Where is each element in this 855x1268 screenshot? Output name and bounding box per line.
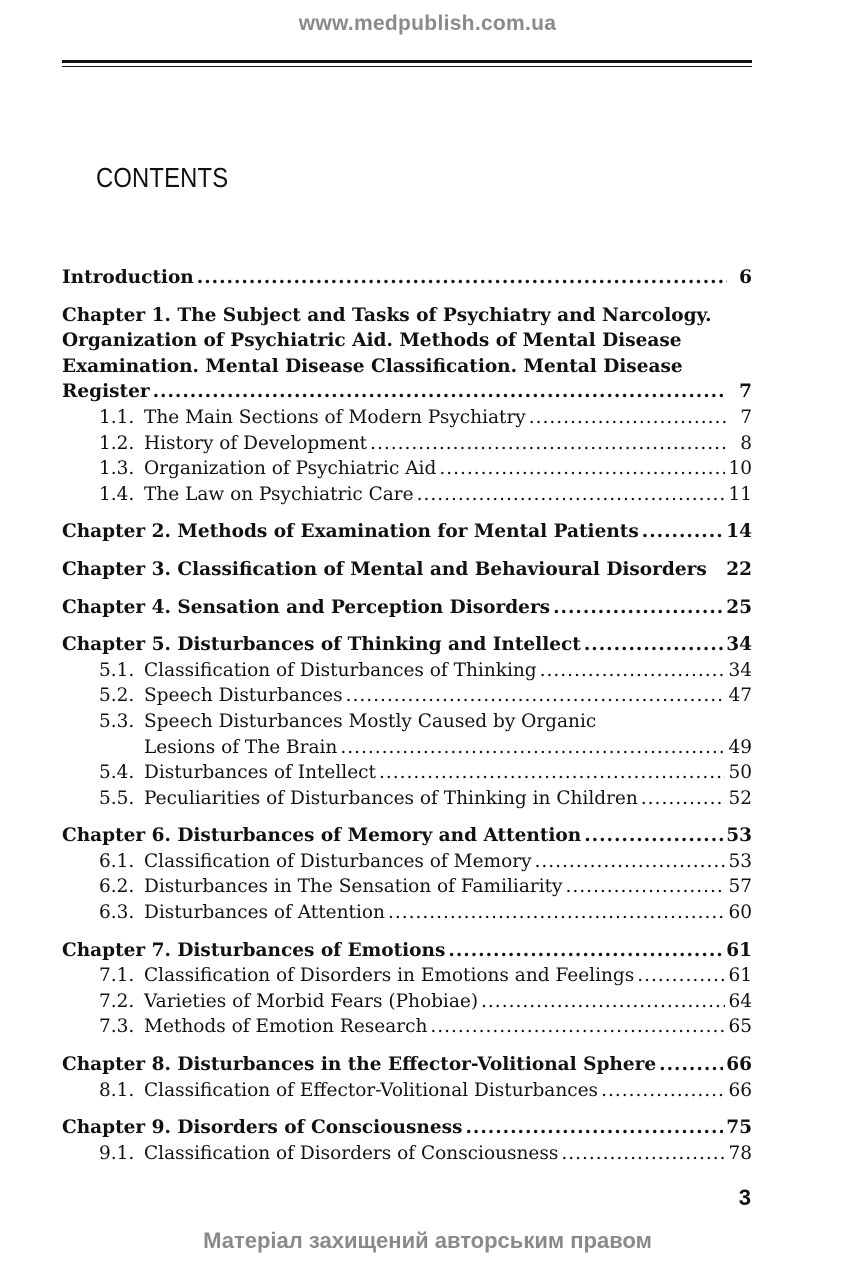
toc-page: 7 bbox=[739, 381, 752, 403]
toc-label: Introduction bbox=[62, 267, 194, 288]
section-number: 8.1. bbox=[99, 1079, 135, 1101]
toc-section bbox=[62, 786, 752, 812]
toc-section bbox=[62, 900, 752, 926]
section-number: 6.1. bbox=[99, 850, 135, 872]
toc-section bbox=[62, 874, 752, 900]
section-number: 6.2. bbox=[99, 876, 135, 898]
toc-entry-chapter-2 bbox=[62, 519, 752, 545]
toc-page: 25 bbox=[726, 596, 752, 618]
toc-section bbox=[62, 989, 752, 1015]
section-label: Classification of Disturbances of Thinking bbox=[144, 659, 537, 681]
section-label: The Law on Psychiatric Care bbox=[144, 483, 414, 505]
leader-dots bbox=[370, 431, 727, 457]
toc-page: 8 bbox=[740, 432, 752, 454]
toc-page: 10 bbox=[728, 458, 752, 480]
toc-entry-chapter-4 bbox=[62, 595, 752, 621]
toc-page: 53 bbox=[726, 825, 752, 847]
toc-page: 14 bbox=[726, 521, 752, 543]
toc-label: Chapter 9. Disorders of Consciousness bbox=[62, 1117, 463, 1139]
toc-page: 75 bbox=[726, 1117, 752, 1139]
section-label: Classification of Effector-Volitional Disturbances bbox=[144, 1079, 599, 1101]
leader-dots bbox=[529, 405, 727, 431]
toc-section bbox=[62, 1078, 752, 1104]
toc-section-continuation bbox=[62, 735, 752, 761]
leader-dots bbox=[584, 823, 723, 849]
toc-page: 34 bbox=[728, 659, 752, 681]
toc-label: Chapter 6. Disturbances of Memory and Attention bbox=[62, 825, 582, 847]
leader-dots bbox=[540, 658, 726, 684]
table-of-contents bbox=[62, 265, 752, 1166]
toc-section bbox=[62, 760, 752, 786]
section-number: 1.2. bbox=[99, 432, 135, 454]
leader-dots bbox=[340, 735, 725, 761]
toc-label: Chapter 5. Disturbances of Thinking and Intellect bbox=[62, 634, 581, 656]
toc-entry-chapter-8 bbox=[62, 1052, 752, 1103]
toc-section bbox=[62, 482, 752, 508]
leader-dots bbox=[659, 1052, 723, 1078]
toc-page: 61 bbox=[726, 939, 752, 961]
toc-label: Chapter 8. Disturbances in the Effector-Volitional Sphere bbox=[62, 1054, 657, 1076]
toc-section bbox=[62, 456, 752, 482]
toc-label: Chapter 7. Disturbances of Emotions bbox=[62, 939, 446, 961]
section-label: Disturbances of Attention bbox=[144, 902, 385, 924]
toc-section bbox=[62, 431, 752, 457]
leader-dots bbox=[601, 1078, 725, 1104]
section-label: Peculiarities of Disturbances of Thinking in Children bbox=[144, 787, 638, 809]
page-number: 3 bbox=[738, 1185, 751, 1210]
section-label: History of Development bbox=[144, 432, 368, 454]
section-number: 1.1. bbox=[99, 406, 135, 428]
header-rule-thin bbox=[62, 66, 752, 67]
section-label: Classification of Disorders in Emotions and Feelings bbox=[144, 965, 635, 987]
leader-dots bbox=[388, 900, 726, 926]
leader-dots bbox=[561, 1141, 725, 1167]
leader-dots bbox=[346, 683, 726, 709]
leader-dots bbox=[465, 1115, 723, 1141]
section-label: Organization of Psychiatric Aid bbox=[144, 458, 437, 480]
toc-section bbox=[62, 709, 752, 735]
toc-page: 78 bbox=[728, 1142, 752, 1164]
leader-dots bbox=[417, 482, 726, 508]
section-label: Disturbances of Intellect bbox=[144, 762, 376, 784]
section-label: Lesions of The Brain bbox=[144, 736, 338, 758]
leader-dots bbox=[553, 595, 723, 621]
leader-dots bbox=[448, 938, 723, 964]
toc-page: 66 bbox=[726, 1054, 752, 1076]
leader-dots bbox=[566, 874, 726, 900]
toc-page: 53 bbox=[728, 850, 752, 872]
section-label: The Main Sections of Modern Psychiatry bbox=[144, 406, 526, 428]
toc-entry-introduction bbox=[62, 265, 752, 291]
toc-label: Register bbox=[62, 381, 150, 403]
section-number: 5.4. bbox=[99, 762, 135, 784]
page-title: CONTENTS bbox=[96, 162, 229, 193]
toc-section bbox=[62, 1014, 752, 1040]
copyright-notice: Матеріал захищений авторським правом bbox=[203, 1228, 652, 1253]
toc-entry-chapter-6 bbox=[62, 823, 752, 925]
section-label: Disturbances in The Sensation of Familiarity bbox=[144, 876, 563, 898]
leader-dots bbox=[642, 519, 723, 545]
toc-page: 6 bbox=[739, 267, 752, 288]
section-number: 7.1. bbox=[99, 965, 135, 987]
leader-dots bbox=[430, 1014, 725, 1040]
toc-page: 52 bbox=[728, 787, 752, 809]
toc-label-line: Organization of Psychiatric Aid. Methods of Mental Disease bbox=[62, 330, 682, 352]
toc-page: 11 bbox=[728, 483, 752, 505]
leader-dots bbox=[379, 760, 725, 786]
leader-dots bbox=[153, 379, 727, 405]
section-number: 6.3. bbox=[99, 902, 135, 924]
toc-page: 49 bbox=[728, 736, 752, 758]
header-rule-thick bbox=[62, 60, 752, 63]
section-number: 5.1. bbox=[99, 659, 135, 681]
toc-label: Chapter 2. Methods of Examination for Mental Patients bbox=[62, 521, 639, 543]
section-number: 1.3. bbox=[99, 458, 135, 480]
toc-entry-chapter-5 bbox=[62, 632, 752, 811]
leader-dots bbox=[535, 849, 726, 875]
toc-section bbox=[62, 683, 752, 709]
section-label: Classification of Disturbances of Memory bbox=[144, 850, 532, 872]
toc-label: Chapter 4. Sensation and Perception Disorders bbox=[62, 596, 551, 618]
toc-section bbox=[62, 849, 752, 875]
toc-page: 7 bbox=[740, 406, 752, 428]
section-number: 9.1. bbox=[99, 1142, 135, 1164]
toc-page: 64 bbox=[728, 990, 752, 1012]
toc-page: 61 bbox=[728, 965, 752, 987]
section-label: Classification of Disorders of Consciousness bbox=[144, 1142, 559, 1164]
leader-dots bbox=[584, 632, 723, 658]
toc-section bbox=[62, 658, 752, 684]
toc-page: 22 bbox=[726, 558, 752, 580]
leader-dots bbox=[481, 989, 725, 1015]
section-number: 7.2. bbox=[99, 990, 135, 1012]
toc-section bbox=[62, 1141, 752, 1167]
toc-page: 60 bbox=[728, 902, 752, 924]
toc-page: 47 bbox=[728, 685, 752, 707]
section-label: Methods of Emotion Research bbox=[144, 1016, 428, 1038]
toc-label-line: Chapter 1. The Subject and Tasks of Psychiatry and Narcology. bbox=[62, 304, 712, 326]
toc-entry-chapter-3 bbox=[62, 557, 752, 583]
toc-label: Chapter 3. Classification of Mental and Behavioural Disorders bbox=[62, 558, 707, 580]
section-number: 1.4. bbox=[99, 483, 135, 505]
section-number: 7.3. bbox=[99, 1016, 135, 1038]
toc-page: 66 bbox=[728, 1079, 752, 1101]
section-label: Varieties of Morbid Fears (Phobiae) bbox=[144, 990, 479, 1012]
toc-page: 34 bbox=[726, 634, 752, 656]
toc-page: 50 bbox=[728, 762, 752, 784]
leader-dots bbox=[641, 786, 726, 812]
site-url: www.medpublish.com.ua bbox=[298, 12, 557, 35]
toc-entry-chapter-7 bbox=[62, 938, 752, 1040]
leader-dots bbox=[197, 265, 727, 291]
toc-section bbox=[62, 963, 752, 989]
toc-label-line: Examination. Mental Disease Classification. Mental Disease bbox=[62, 355, 683, 377]
toc-entry-chapter-9 bbox=[62, 1115, 752, 1166]
section-number: 5.2. bbox=[99, 685, 135, 707]
toc-entry-chapter-1 bbox=[62, 303, 752, 508]
leader-dots bbox=[439, 456, 725, 482]
section-label: Speech Disturbances Mostly Caused by Organic bbox=[144, 710, 597, 732]
toc-page: 65 bbox=[728, 1016, 752, 1038]
leader-dots bbox=[637, 963, 725, 989]
section-number: 5.5. bbox=[99, 787, 135, 809]
section-label: Speech Disturbances bbox=[144, 685, 343, 707]
toc-page: 57 bbox=[728, 876, 752, 898]
section-number: 5.3. bbox=[99, 710, 135, 732]
toc-section bbox=[62, 405, 752, 431]
